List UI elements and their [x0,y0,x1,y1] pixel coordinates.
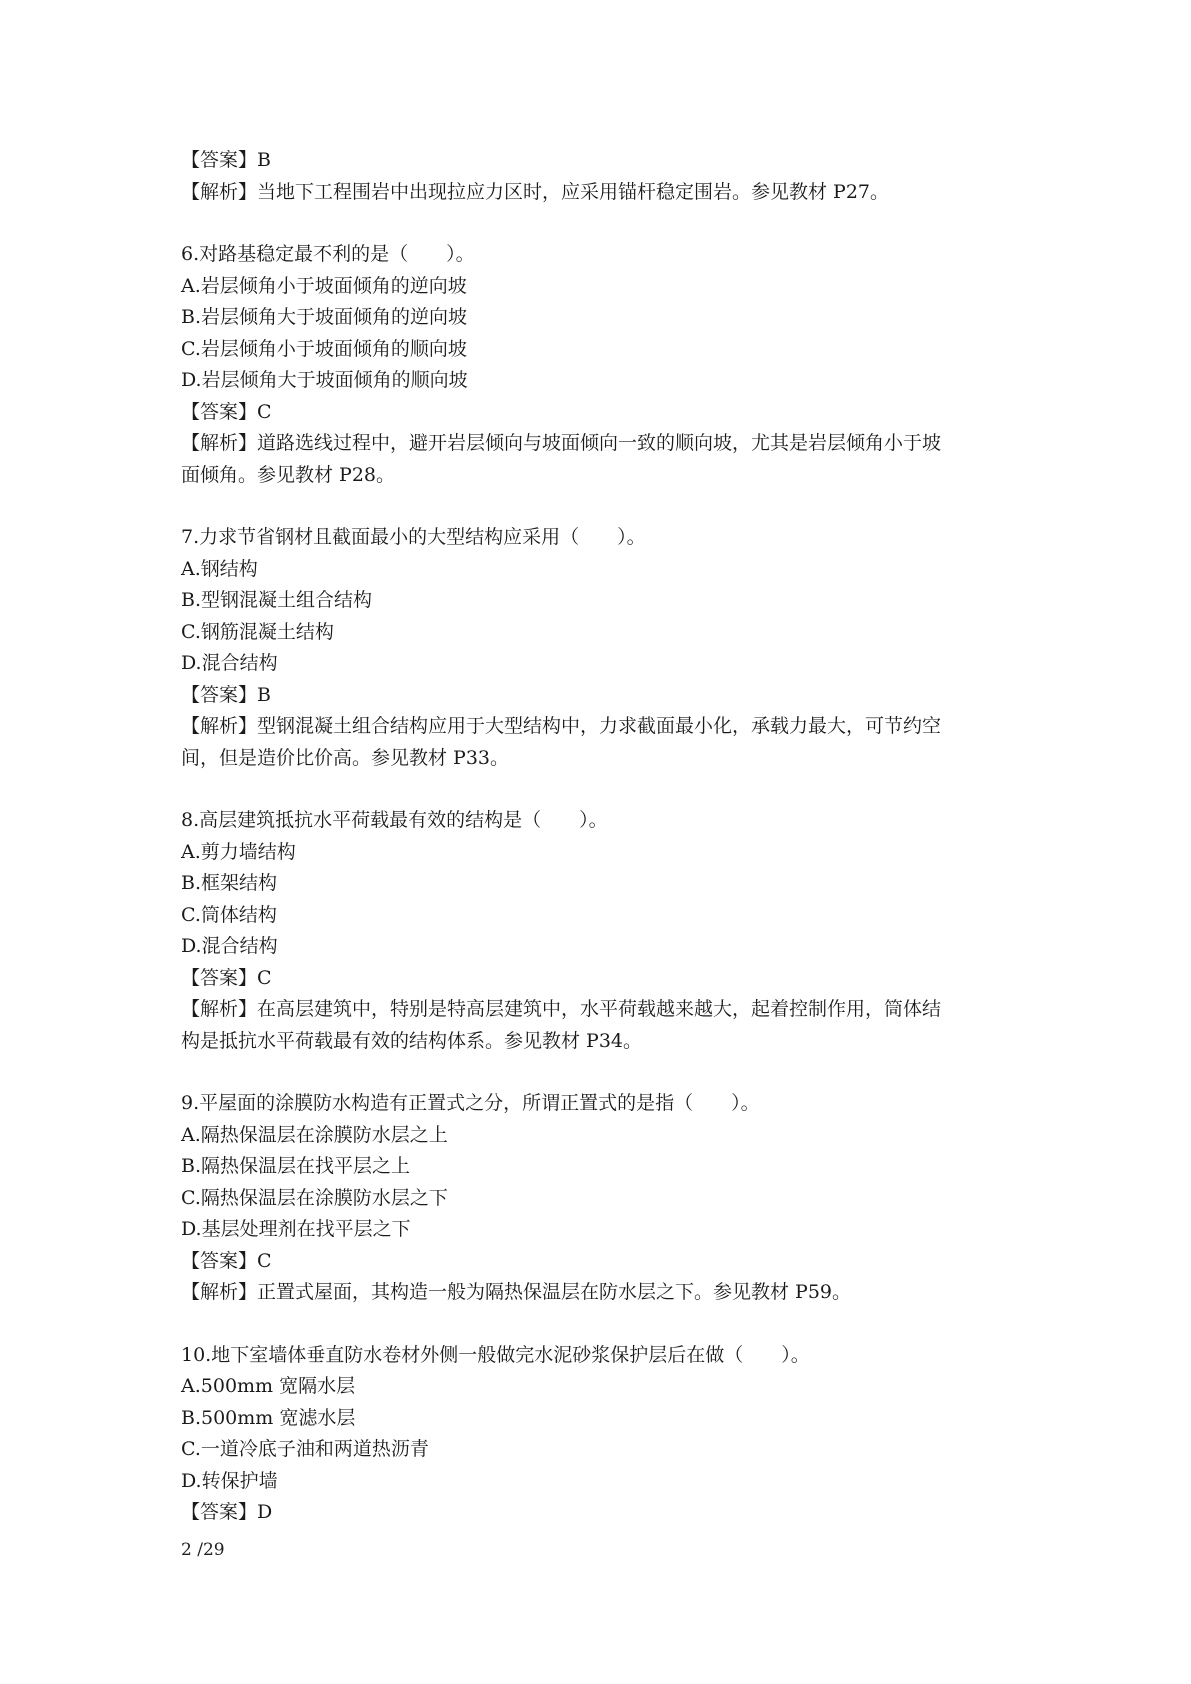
option-line: A.剪力墙结构 [181,840,296,863]
option-line: C.一道冷底子油和两道热沥青 [181,1438,429,1460]
answer-line: 【答案】C [181,966,272,989]
document-body [181,145,1021,1529]
answer-line: 【答案】D [181,1501,273,1523]
option-line: A.钢结构 [181,557,258,580]
analysis-line: 构是抵抗水平荷载最有效的结构体系。参见教材 P34。 [181,1029,643,1052]
option-line: C.筒体结构 [181,903,277,926]
answer-line: 【答案】C [181,400,272,423]
option-line: B.500mm 宽滤水层 [181,1406,356,1429]
option-line: A.500mm 宽隔水层 [181,1375,356,1397]
answer-line: 【答案】B [181,683,271,706]
option-line: A.岩层倾角小于坡面倾角的逆向坡 [181,274,467,297]
option-line: B.岩层倾角大于坡面倾角的逆向坡 [181,306,468,328]
option-line: D.岩层倾角大于坡面倾角的顺向坡 [181,369,468,391]
question-line: 6.对路基稳定最不利的是（ ）。 [181,243,475,265]
option-line: D.基层处理剂在找平层之下 [181,1218,411,1240]
answer-line: 【答案】C [181,1249,272,1272]
analysis-line: 【解析】型钢混凝土组合结构应用于大型结构中，力求截面最小化，承载力最大，可节约空 [181,715,942,737]
option-line: B.框架结构 [181,872,278,894]
analysis-line: 【解析】正置式屋面，其构造一般为隔热保温层在防水层之下。参见教材 P59。 [181,1281,852,1303]
answer-line: 【答案】B [181,149,271,171]
question-line: 8.高层建筑抵抗水平荷载最有效的结构是（ ）。 [181,809,608,831]
option-line: B.隔热保温层在找平层之上 [181,1155,411,1177]
option-line: D.混合结构 [181,652,278,674]
option-line: D.转保护墙 [181,1469,278,1492]
analysis-line: 【解析】当地下工程围岩中出现拉应力区时，应采用锚杆稳定围岩。参见教材 P27。 [181,180,890,203]
paragraph-gap [181,491,1021,522]
paragraph-gap [181,208,1021,239]
analysis-line: 面倾角。参见教材 P28。 [181,463,396,486]
option-line: D.混合结构 [181,935,278,957]
option-line: A.隔热保温层在涂膜防水层之上 [181,1123,448,1146]
question-line: 7.力求节省钢材且截面最小的大型结构应采用（ ）。 [181,526,646,548]
option-line: C.钢筋混凝土结构 [181,620,334,643]
question-line: 9.平屋面的涂膜防水构造有正置式之分，所谓正置式的是指（ ）。 [181,1092,760,1114]
analysis-line: 【解析】在高层建筑中，特别是特高层建筑中，水平荷载越来越大，起着控制作用，筒体结 [181,998,942,1020]
page-number: 2 /29 [181,1540,225,1560]
option-line: B.型钢混凝土组合结构 [181,589,373,611]
option-line: C.隔热保温层在涂膜防水层之下 [181,1186,448,1209]
option-line: C.岩层倾角小于坡面倾角的顺向坡 [181,337,467,360]
paragraph-gap [181,774,1021,805]
question-line: 10.地下室墙体垂直防水卷材外侧一般做完水泥砂浆保护层后在做（ ）。 [181,1343,810,1366]
analysis-line: 间，但是造价比价高。参见教材 P33。 [181,746,510,769]
analysis-line: 【解析】道路选线过程中，避开岩层倾向与坡面倾向一致的顺向坡，尤其是岩层倾角小于坡 [181,432,942,454]
paragraph-gap [181,1057,1021,1088]
paragraph-gap [181,1309,1021,1340]
